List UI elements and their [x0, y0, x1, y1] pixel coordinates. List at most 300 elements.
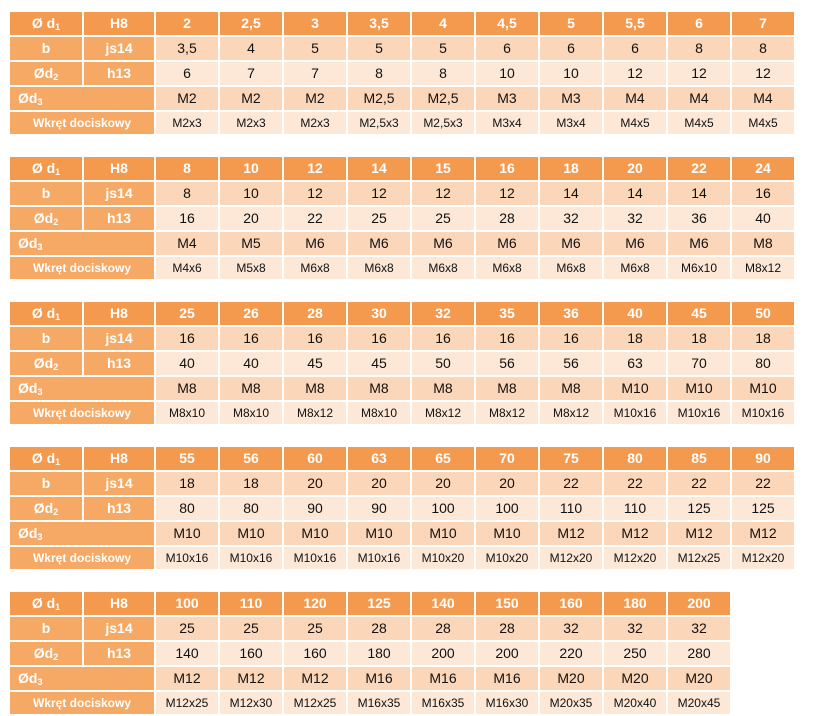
d3-value-cell: M2: [220, 87, 282, 110]
d1-value-cell: 75: [540, 447, 602, 470]
d1-value-cell: 63: [348, 447, 410, 470]
b-symbol-text: b: [41, 40, 51, 56]
d3-value-cell: M4: [732, 87, 794, 110]
d2-value-cell: 100: [412, 497, 474, 520]
d2-tolerance: h13: [106, 500, 132, 516]
b-value-cell: 16: [348, 327, 410, 350]
b-value-cell: 16: [540, 327, 602, 350]
screw-value-cell: M20x40: [604, 692, 666, 714]
d2-tolerance: h13: [106, 210, 132, 226]
d2-symbol-text: Ød: [33, 355, 54, 371]
screw-value-cell: M2x3: [220, 112, 282, 134]
d1-value-cell: 65: [412, 447, 474, 470]
d1-value-cell: 56: [220, 447, 282, 470]
screw-row: [10, 257, 794, 279]
b-symbol-text: b: [41, 620, 51, 636]
d3-value-cell: M16: [348, 667, 410, 690]
d1-value-cell: 6: [668, 12, 730, 35]
d3-value-cell: M4: [604, 87, 666, 110]
b-value-cell: 18: [220, 472, 282, 495]
d1-value-cell: 16: [476, 157, 538, 180]
screw-row: [10, 547, 794, 569]
d3-value-cell: M10: [156, 522, 218, 545]
d3-value-cell: M10: [348, 522, 410, 545]
d3-value-cell: M8: [732, 232, 794, 255]
d2-symbol: [34, 352, 58, 375]
d3-value-cell: M3: [540, 87, 602, 110]
d1-subscript: 1: [55, 22, 61, 32]
d1-value-cell: 80: [604, 447, 666, 470]
screw-value-cell: M4x5: [604, 112, 666, 134]
d3-row: [10, 667, 730, 690]
d1-value-cell: 2: [156, 12, 218, 35]
b-value-cell: 14: [540, 182, 602, 205]
d1-tolerance: H8: [110, 595, 128, 611]
d1-tolerance: H8: [110, 15, 128, 31]
screw-row: [10, 112, 794, 134]
d2-tolerance: h13: [106, 355, 132, 371]
d2-symbol-text: Ød: [33, 210, 54, 226]
b-tolerance: js14: [105, 40, 133, 56]
b-value-cell: 28: [348, 617, 410, 640]
d1-row: [10, 12, 794, 35]
d1-value-cell: 50: [732, 302, 794, 325]
b-symbol: [42, 472, 51, 495]
d1-tolerance: H8: [110, 450, 128, 466]
d2-value-cell: 200: [412, 642, 474, 665]
d2-value-cell: 56: [540, 352, 602, 375]
d2-value-cell: 40: [732, 207, 794, 230]
screw-value-cell: M6x8: [412, 257, 474, 279]
screw-value-cell: M10x16: [284, 547, 346, 569]
spec-table-4: [8, 445, 796, 571]
d3-row: [10, 377, 794, 400]
d2-subscript: 2: [53, 507, 59, 517]
screw-value-cell: M10x16: [156, 547, 218, 569]
d3-label: [10, 87, 154, 110]
b-value-cell: 25: [156, 617, 218, 640]
b-symbol: [42, 37, 51, 60]
d3-subscript: 3: [37, 97, 43, 107]
d2-subscript: 2: [53, 72, 59, 82]
d1-row: [10, 592, 730, 615]
screw-value-cell: M2,5x3: [412, 112, 474, 134]
b-tolerance-cell: [84, 472, 154, 495]
d2-row: [10, 497, 794, 520]
d1-value-cell: 8: [156, 157, 218, 180]
screw-value-cell: M8x12: [284, 402, 346, 424]
b-value-cell: 16: [412, 327, 474, 350]
d2-row: [10, 352, 794, 375]
screw-row: [10, 402, 794, 424]
d3-value-cell: M12: [220, 667, 282, 690]
screw-value-cell: M10x16: [668, 402, 730, 424]
b-value-cell: 20: [348, 472, 410, 495]
d3-value-cell: M12: [604, 522, 666, 545]
d3-label: [10, 377, 154, 400]
d1-symbol-text: Ø d: [31, 450, 56, 466]
b-symbol-cell: [10, 37, 82, 60]
d1-subscript: 1: [55, 167, 61, 177]
d3-symbol: [10, 667, 42, 690]
d1-tolerance: H8: [110, 305, 128, 321]
d2-symbol-cell: [10, 207, 82, 230]
b-symbol: [42, 182, 51, 205]
b-value-cell: 12: [412, 182, 474, 205]
d3-value-cell: M6: [476, 232, 538, 255]
d1-value-cell: 14: [348, 157, 410, 180]
d3-value-cell: M10: [284, 522, 346, 545]
d3-row: [10, 522, 794, 545]
d2-value-cell: 12: [732, 62, 794, 85]
d2-symbol: [34, 62, 58, 85]
d1-symbol-cell: [10, 302, 82, 325]
b-value-cell: 20: [412, 472, 474, 495]
d3-value-cell: M6: [668, 232, 730, 255]
d1-symbol-text: Ø d: [31, 15, 56, 31]
d2-value-cell: 6: [156, 62, 218, 85]
d1-row: [10, 447, 794, 470]
screw-label: [10, 692, 154, 714]
d2-value-cell: 280: [668, 642, 730, 665]
screw-value-cell: M2x3: [284, 112, 346, 134]
d3-value-cell: M8: [284, 377, 346, 400]
d3-symbol-text: Ød: [18, 90, 38, 106]
d2-symbol-text: Ød: [33, 65, 54, 81]
d3-value-cell: M12: [284, 667, 346, 690]
b-tolerance: js14: [105, 185, 133, 201]
d3-value-cell: M12: [540, 522, 602, 545]
b-value-cell: 16: [156, 327, 218, 350]
d1-tolerance-cell: [84, 447, 154, 470]
d1-value-cell: 40: [604, 302, 666, 325]
screw-label: [10, 402, 154, 424]
screw-value-cell: M8x12: [540, 402, 602, 424]
d2-tolerance-cell: [84, 207, 154, 230]
screw-label-text: Wkręt dociskowy: [32, 696, 132, 710]
d1-value-cell: 90: [732, 447, 794, 470]
b-value-cell: 10: [220, 182, 282, 205]
d3-value-cell: M20: [604, 667, 666, 690]
d2-value-cell: 28: [476, 207, 538, 230]
b-row: [10, 182, 794, 205]
d2-value-cell: 10: [476, 62, 538, 85]
b-value-cell: 28: [412, 617, 474, 640]
d3-value-cell: M20: [668, 667, 730, 690]
screw-value-cell: M4x5: [668, 112, 730, 134]
d3-symbol: [10, 522, 42, 545]
d3-value-cell: M5: [220, 232, 282, 255]
d1-tolerance-cell: [84, 157, 154, 180]
d1-symbol: [32, 305, 60, 321]
b-value-cell: 14: [668, 182, 730, 205]
d2-value-cell: 180: [348, 642, 410, 665]
d2-value-cell: 8: [412, 62, 474, 85]
d2-value-cell: 80: [156, 497, 218, 520]
d2-value-cell: 8: [348, 62, 410, 85]
screw-value-cell: M6x8: [604, 257, 666, 279]
d3-value-cell: M10: [668, 377, 730, 400]
screw-value-cell: M6x10: [668, 257, 730, 279]
d1-value-cell: 12: [284, 157, 346, 180]
b-value-cell: 16: [476, 327, 538, 350]
b-value-cell: 8: [668, 37, 730, 60]
d1-value-cell: 100: [156, 592, 218, 615]
d1-value-cell: 55: [156, 447, 218, 470]
b-row: [10, 472, 794, 495]
d2-tolerance-cell: [84, 497, 154, 520]
d1-symbol-text: Ø d: [31, 595, 56, 611]
screw-value-cell: M3x4: [540, 112, 602, 134]
screw-value-cell: M8x10: [156, 402, 218, 424]
b-value-cell: 22: [732, 472, 794, 495]
b-value-cell: 4: [220, 37, 282, 60]
screw-value-cell: M12x30: [220, 692, 282, 714]
screw-value-cell: M2,5x3: [348, 112, 410, 134]
d1-value-cell: 5: [540, 12, 602, 35]
b-symbol-cell: [10, 617, 82, 640]
d1-tolerance-cell: [84, 12, 154, 35]
screw-value-cell: M16x35: [412, 692, 474, 714]
screw-label-text: Wkręt dociskowy: [32, 116, 132, 130]
b-value-cell: 28: [476, 617, 538, 640]
d2-symbol-cell: [10, 62, 82, 85]
d2-symbol: [34, 642, 58, 665]
d2-tolerance: h13: [106, 645, 132, 661]
b-value-cell: 8: [732, 37, 794, 60]
b-value-cell: 22: [604, 472, 666, 495]
d1-value-cell: 30: [348, 302, 410, 325]
d2-value-cell: 90: [348, 497, 410, 520]
d3-symbol: [10, 232, 42, 255]
d2-subscript: 2: [53, 362, 59, 372]
d1-value-cell: 125: [348, 592, 410, 615]
screw-value-cell: M8x10: [348, 402, 410, 424]
screw-value-cell: M10x16: [732, 402, 794, 424]
d1-value-cell: 10: [220, 157, 282, 180]
b-tolerance-cell: [84, 617, 154, 640]
b-row: [10, 617, 730, 640]
screw-value-cell: M16x35: [348, 692, 410, 714]
screw-label-text: Wkręt dociskowy: [32, 406, 132, 420]
screw-value-cell: M12x20: [732, 547, 794, 569]
d3-symbol-text: Ød: [18, 670, 38, 686]
screw-value-cell: M10x20: [476, 547, 538, 569]
d1-value-cell: 160: [540, 592, 602, 615]
d2-value-cell: 110: [604, 497, 666, 520]
b-symbol: [42, 327, 51, 350]
b-value-cell: 16: [732, 182, 794, 205]
screw-value-cell: M8x12: [476, 402, 538, 424]
d2-row: [10, 62, 794, 85]
d2-value-cell: 160: [220, 642, 282, 665]
d2-tolerance-cell: [84, 352, 154, 375]
d1-value-cell: 60: [284, 447, 346, 470]
d2-value-cell: 12: [668, 62, 730, 85]
d3-value-cell: M12: [732, 522, 794, 545]
d2-value-cell: 10: [540, 62, 602, 85]
b-value-cell: 18: [668, 327, 730, 350]
b-value-cell: 20: [284, 472, 346, 495]
screw-value-cell: M6x8: [348, 257, 410, 279]
b-value-cell: 25: [220, 617, 282, 640]
d2-value-cell: 36: [668, 207, 730, 230]
d3-value-cell: M4: [668, 87, 730, 110]
d1-tolerance-cell: [84, 302, 154, 325]
screw-label: [10, 547, 154, 569]
d2-value-cell: 125: [668, 497, 730, 520]
screw-value-cell: M10x20: [412, 547, 474, 569]
d1-value-cell: 28: [284, 302, 346, 325]
d1-value-cell: 2,5: [220, 12, 282, 35]
d1-tolerance: H8: [110, 160, 128, 176]
b-value-cell: 16: [220, 327, 282, 350]
b-value-cell: 18: [604, 327, 666, 350]
d3-value-cell: M4: [156, 232, 218, 255]
d2-subscript: 2: [53, 217, 59, 227]
screw-value-cell: M12x25: [156, 692, 218, 714]
d2-value-cell: 220: [540, 642, 602, 665]
d2-value-cell: 250: [604, 642, 666, 665]
d3-value-cell: M16: [412, 667, 474, 690]
b-symbol-text: b: [41, 475, 51, 491]
d2-value-cell: 200: [476, 642, 538, 665]
screw-value-cell: M10x16: [220, 547, 282, 569]
d2-value-cell: 16: [156, 207, 218, 230]
d2-tolerance-cell: [84, 642, 154, 665]
d3-subscript: 3: [37, 242, 43, 252]
d2-value-cell: 7: [284, 62, 346, 85]
d1-row: [10, 302, 794, 325]
screw-value-cell: M4x6: [156, 257, 218, 279]
b-value-cell: 32: [668, 617, 730, 640]
d3-value-cell: M8: [156, 377, 218, 400]
screw-label-text: Wkręt dociskowy: [32, 551, 132, 565]
d1-value-cell: 150: [476, 592, 538, 615]
d3-label: [10, 667, 154, 690]
d3-value-cell: M6: [604, 232, 666, 255]
screw-value-cell: M8x12: [412, 402, 474, 424]
b-tolerance-cell: [84, 182, 154, 205]
d3-row: [10, 232, 794, 255]
d3-symbol: [10, 377, 42, 400]
d2-value-cell: 45: [284, 352, 346, 375]
d1-value-cell: 22: [668, 157, 730, 180]
screw-value-cell: M4x5: [732, 112, 794, 134]
b-value-cell: 25: [284, 617, 346, 640]
d1-symbol-cell: [10, 157, 82, 180]
d1-value-cell: 4,5: [476, 12, 538, 35]
b-symbol-cell: [10, 182, 82, 205]
d1-symbol: [32, 15, 60, 31]
d3-label: [10, 232, 154, 255]
d1-symbol-text: Ø d: [31, 305, 56, 321]
screw-row: [10, 692, 730, 714]
screw-label: [10, 257, 154, 279]
d3-value-cell: M6: [348, 232, 410, 255]
d3-symbol: [10, 87, 42, 110]
b-tolerance-cell: [84, 327, 154, 350]
d2-value-cell: 40: [156, 352, 218, 375]
b-value-cell: 5: [412, 37, 474, 60]
b-value-cell: 5: [284, 37, 346, 60]
d2-tolerance-cell: [84, 62, 154, 85]
b-symbol-cell: [10, 327, 82, 350]
b-value-cell: 20: [476, 472, 538, 495]
d2-tolerance: h13: [106, 65, 132, 81]
b-symbol: [42, 617, 51, 640]
b-symbol-cell: [10, 472, 82, 495]
b-row: [10, 37, 794, 60]
b-value-cell: 8: [156, 182, 218, 205]
d2-symbol-cell: [10, 497, 82, 520]
d3-value-cell: M8: [476, 377, 538, 400]
d3-value-cell: M6: [540, 232, 602, 255]
d3-value-cell: M10: [732, 377, 794, 400]
d1-subscript: 1: [55, 602, 61, 612]
b-value-cell: 22: [668, 472, 730, 495]
b-value-cell: 5: [348, 37, 410, 60]
d2-value-cell: 80: [220, 497, 282, 520]
d2-row: [10, 642, 730, 665]
d2-symbol-text: Ød: [33, 500, 54, 516]
b-symbol-text: b: [41, 330, 51, 346]
d3-value-cell: M2,5: [412, 87, 474, 110]
screw-label: [10, 112, 154, 134]
b-value-cell: 32: [540, 617, 602, 640]
d1-value-cell: 180: [604, 592, 666, 615]
d3-value-cell: M8: [540, 377, 602, 400]
b-value-cell: 16: [284, 327, 346, 350]
d1-value-cell: 5,5: [604, 12, 666, 35]
d1-value-cell: 45: [668, 302, 730, 325]
d3-value-cell: M20: [540, 667, 602, 690]
d1-value-cell: 110: [220, 592, 282, 615]
b-value-cell: 22: [540, 472, 602, 495]
d2-value-cell: 125: [732, 497, 794, 520]
screw-value-cell: M6x8: [476, 257, 538, 279]
screw-value-cell: M6x8: [284, 257, 346, 279]
d1-value-cell: 35: [476, 302, 538, 325]
d1-value-cell: 24: [732, 157, 794, 180]
screw-value-cell: M2x3: [156, 112, 218, 134]
d3-label: [10, 522, 154, 545]
d1-symbol-cell: [10, 447, 82, 470]
spec-table-5: [8, 590, 732, 716]
d3-value-cell: M10: [476, 522, 538, 545]
d3-symbol-text: Ød: [18, 235, 38, 251]
d2-value-cell: 100: [476, 497, 538, 520]
d1-symbol-text: Ø d: [31, 160, 56, 176]
d1-value-cell: 26: [220, 302, 282, 325]
d3-value-cell: M6: [412, 232, 474, 255]
b-value-cell: 12: [284, 182, 346, 205]
d2-value-cell: 140: [156, 642, 218, 665]
d3-value-cell: M12: [668, 522, 730, 545]
screw-value-cell: M16x30: [476, 692, 538, 714]
b-tolerance-cell: [84, 37, 154, 60]
d2-value-cell: 32: [604, 207, 666, 230]
d1-symbol: [32, 450, 60, 466]
d2-symbol-cell: [10, 642, 82, 665]
screw-value-cell: M8x10: [220, 402, 282, 424]
d3-value-cell: M10: [604, 377, 666, 400]
d1-value-cell: 140: [412, 592, 474, 615]
d2-value-cell: 110: [540, 497, 602, 520]
d2-value-cell: 50: [412, 352, 474, 375]
screw-value-cell: M12x25: [284, 692, 346, 714]
b-symbol-text: b: [41, 185, 51, 201]
